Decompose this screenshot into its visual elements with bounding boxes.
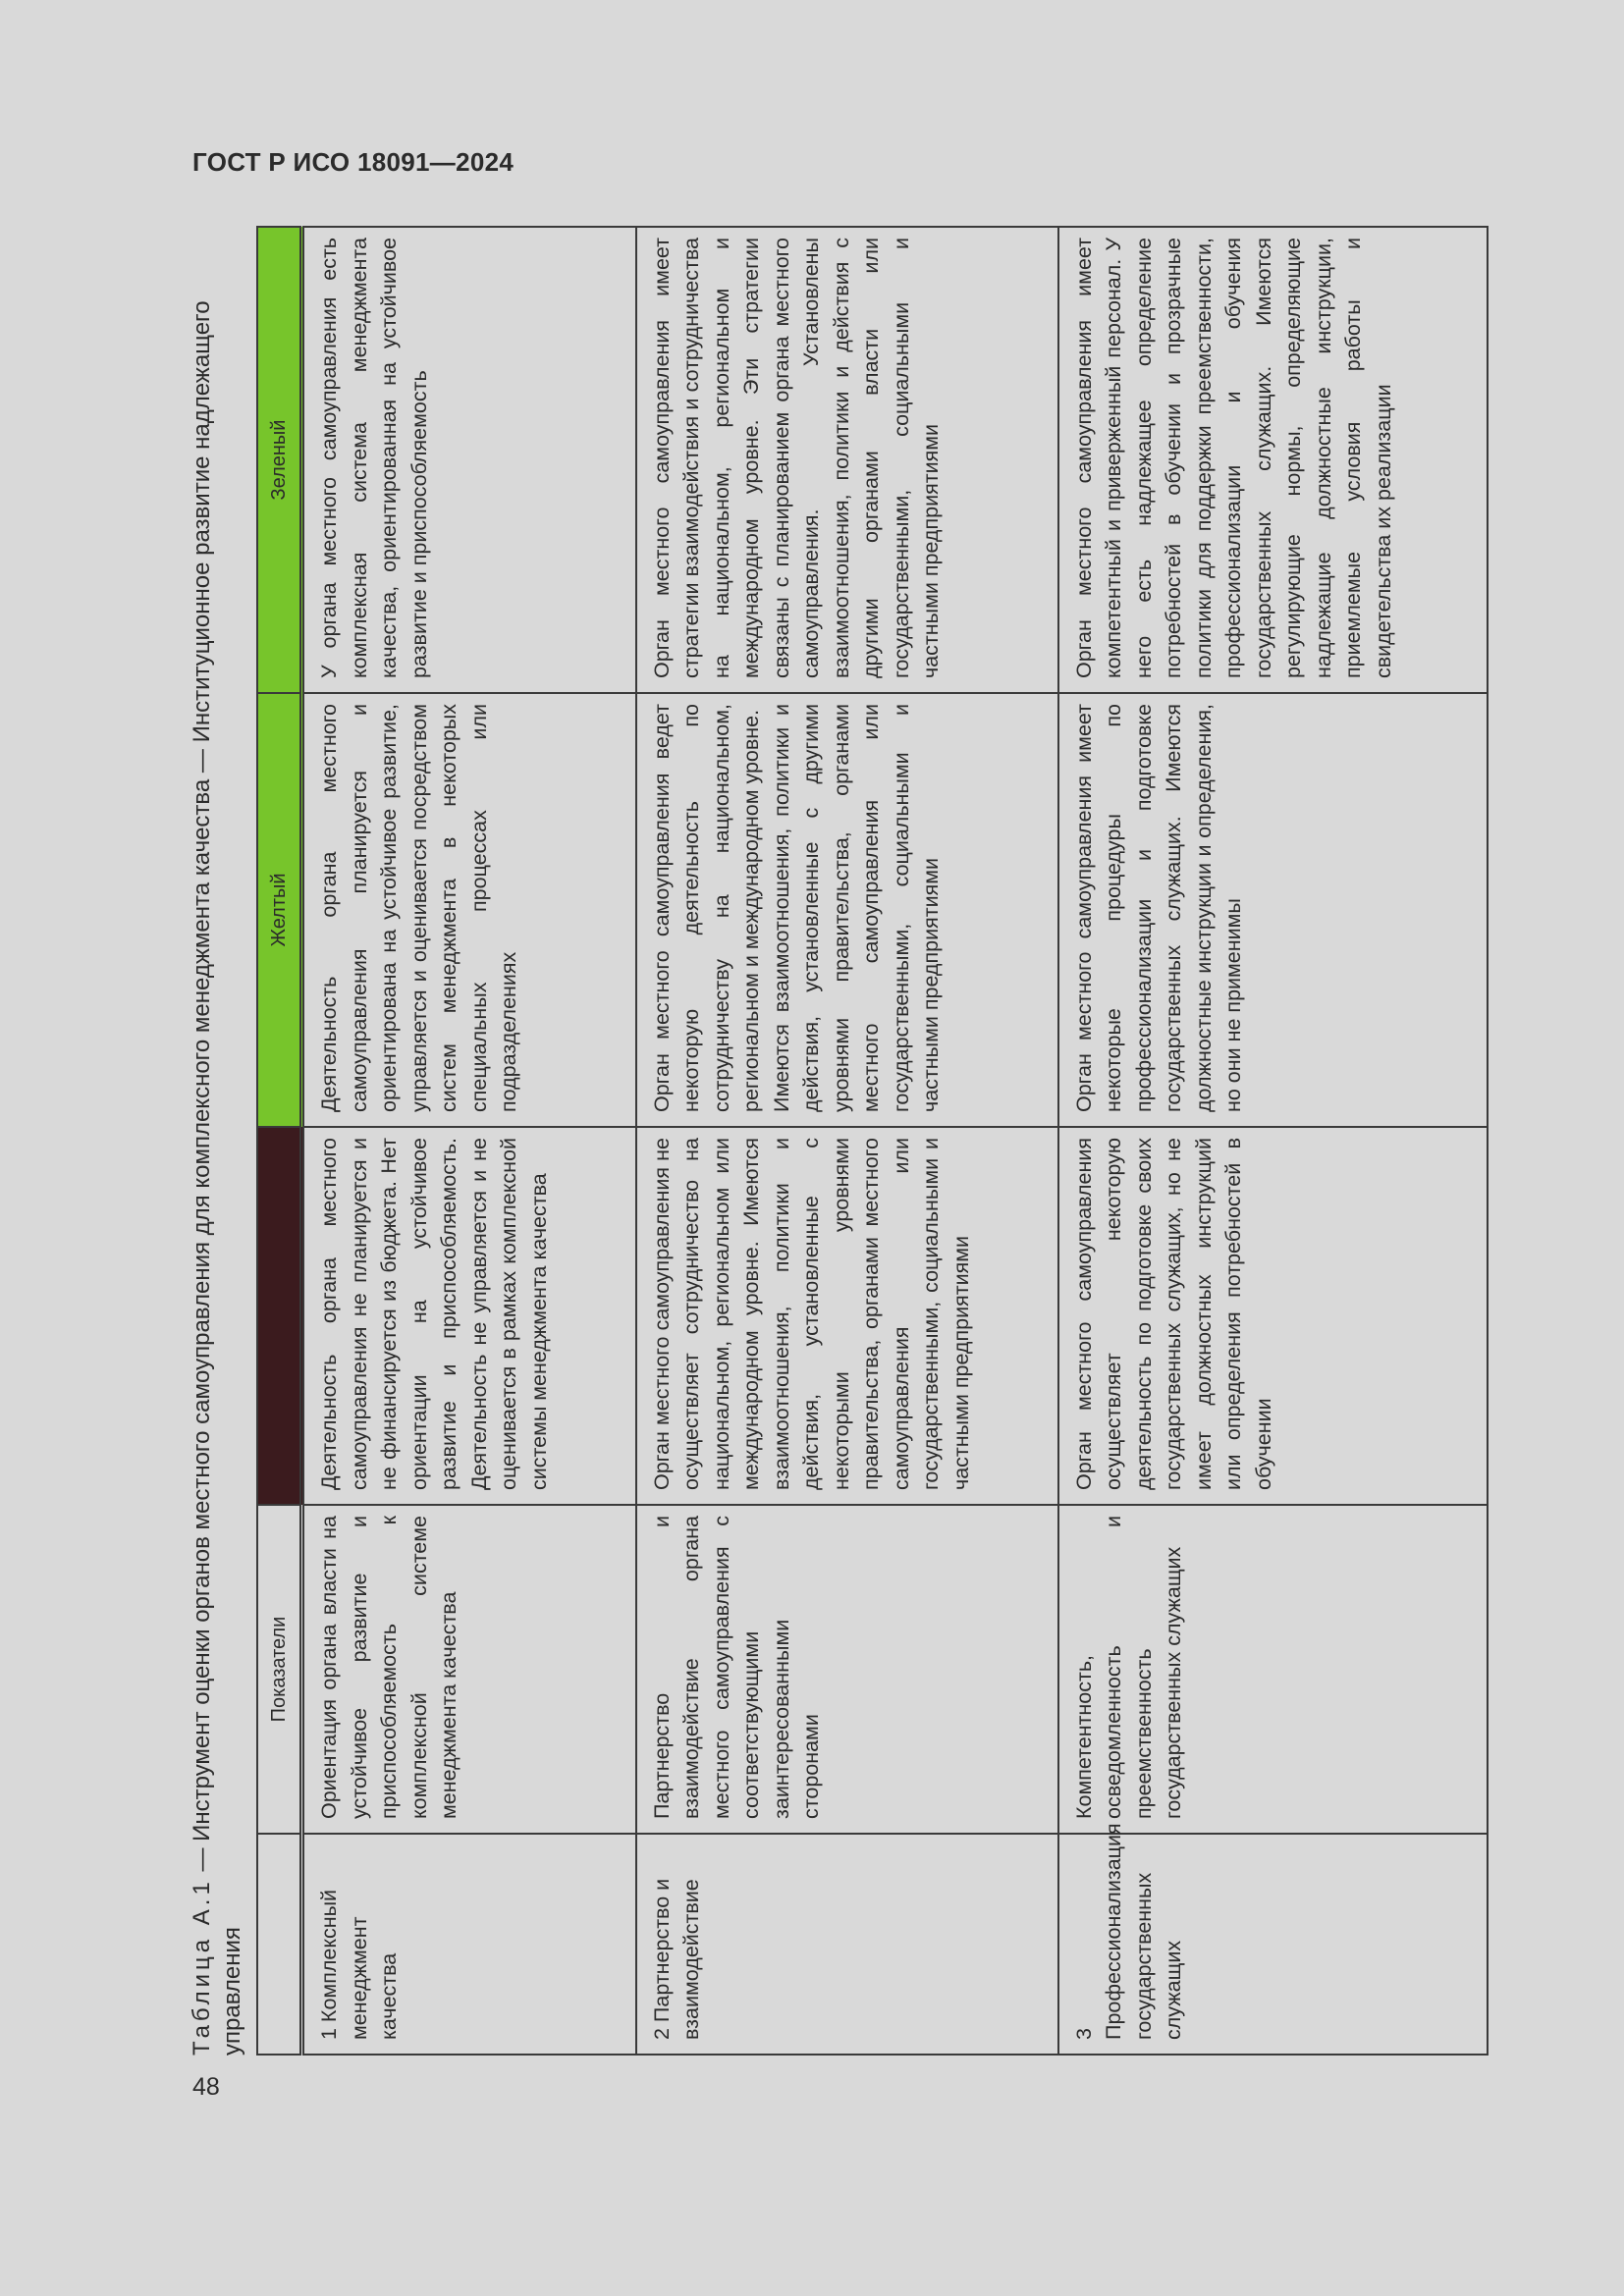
row-red-level: Орган местного самоуправления не осуществляет сотрудничество на национальном, региональном или международном уровне. Имеются взаимоотношения, политики и действия, установленные с некоторыми уровнями правительства, органами местного самоуправления или государственными, социальными и частными предприятиями (636, 1127, 1058, 1505)
row-red-level: Деятельность органа местного самоуправления не планируется и не финансируется из бюджета. Нет ориентации на устойчивое развитие и приспособляемость. Деятельность не управляется и не оценивается в рамках комплексной системы менеджмента качества (302, 1127, 636, 1505)
header-red (257, 1127, 302, 1505)
row-category: 3 Профессионализация государственных служащих (1058, 1834, 1489, 2055)
rotated-table-block (187, 226, 1494, 2056)
row-indicator: Компетентность, осведомленность и преемственность государственных служащих (1058, 1505, 1489, 1834)
row-indicator: Ориентация органа власти на устойчивое развитие и приспособляемость к комплексной системе менеджмента качества (302, 1505, 636, 1834)
table-row (302, 227, 636, 2055)
row-green-level: Орган местного самоуправления имеет компетентный и приверженный персонал. У него есть надлежащее определение потребностей в обучении и прозрачные политики для поддержки преемственности, профессионализации и обучения государственных служащих. Имеются регулирующие нормы, определяющие надлежащие должностные инструкции, приемлемые условия работы и свидетельства их реализации (1058, 227, 1489, 693)
row-yellow-level: Орган местного самоуправления ведет некоторую деятельность по сотрудничеству на национальном, региональном и международном уровне. Имеются взаимоотношения, политики и действия, установленные с другими уровнями правительства, органами местного самоуправления или государственными, социальными и частными предприятиями (636, 693, 1058, 1127)
table-caption-text: — Инструмент оценки органов местного самоуправления для комплексного менеджмента качества — Институционное развитие надлежащего управления (189, 300, 245, 2056)
table-row (636, 227, 1058, 2055)
row-red-level: Орган местного самоуправления осуществляет некоторую деятельность по подготовке своих государственных служащих, но не имеет должностных инструкций или определения потребностей в обучении (1058, 1127, 1489, 1505)
page-number: 48 (192, 2073, 220, 2101)
table-caption-label: Таблица А.1 (189, 1878, 215, 2056)
header-category (257, 1834, 302, 2055)
assessment-table (256, 226, 1489, 2056)
table-caption (187, 226, 253, 2056)
row-green-level: У органа местного самоуправления есть комплексная система менеджмента качества, ориентированная на устойчивое развитие и приспособляемость (302, 227, 636, 693)
document-header: ГОСТ Р ИСО 18091—2024 (192, 147, 514, 177)
row-yellow-level: Орган местного самоуправления имеет некоторые процедуры по профессионализации и подготовке государственных служащих. Имеются должностные инструкции и определения, но они не применимы (1058, 693, 1489, 1127)
header-indicators: Показатели (257, 1505, 302, 1834)
row-yellow-level: Деятельность органа местного самоуправления планируется и ориентирована на устойчивое развитие, управляется и оценивается посредством систем менеджмента в некоторых специальных процессах или подразделениях (302, 693, 636, 1127)
row-green-level: Орган местного самоуправления имеет стратегии взаимодействия и сотрудничества на национальном, региональном и международном уровне. Эти стратегии связаны с планированием органа местного самоуправления. Установлены взаимоотношения, политики и действия с другими органами власти или государственными, социальными и частными предприятиями (636, 227, 1058, 693)
row-category: 2 Партнерство и взаимодействие (636, 1834, 1058, 2055)
table-header-row (257, 227, 302, 2055)
row-indicator: Партнерство и взаимодействие органа местного самоуправления с соответствующими заинтересованными сторонами (636, 1505, 1058, 1834)
header-yellow: Желтый (257, 693, 302, 1127)
row-category: 1 Комплексный менеджмент качества (302, 1834, 636, 2055)
header-green: Зеленый (257, 227, 302, 693)
table-row (1058, 227, 1489, 2055)
